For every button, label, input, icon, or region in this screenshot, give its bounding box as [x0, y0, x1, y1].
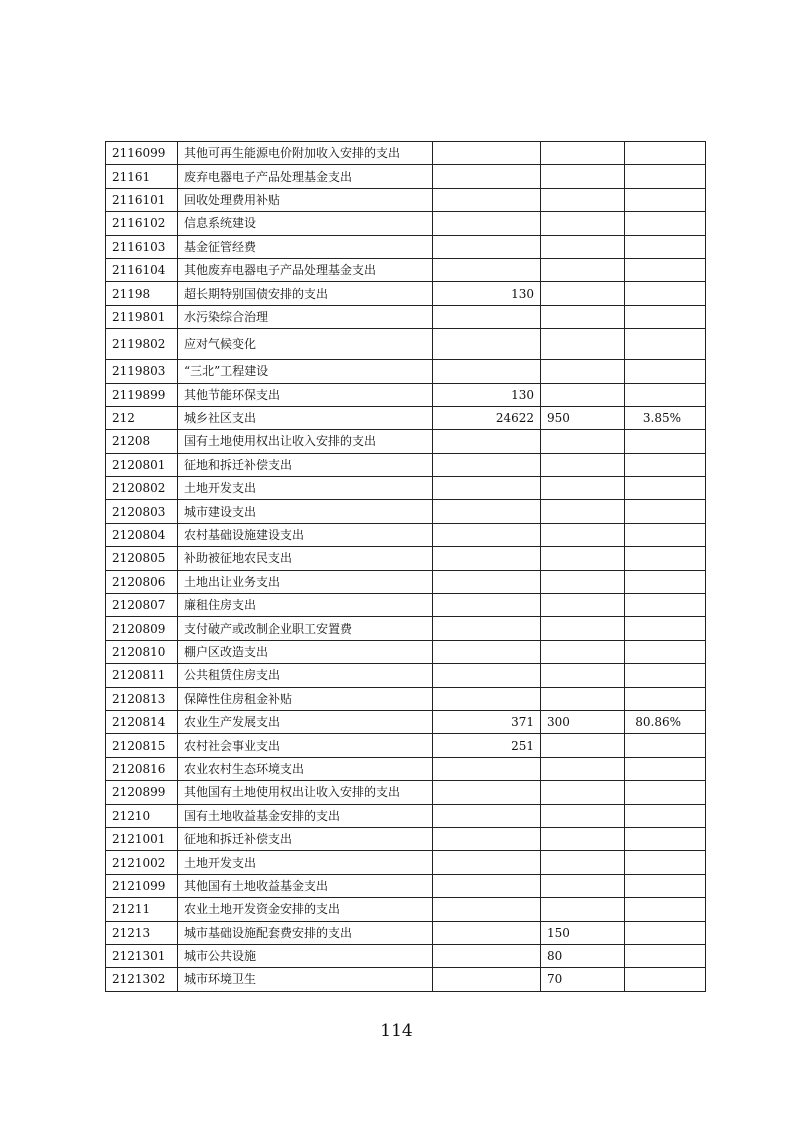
table-row — [106, 523, 706, 546]
completion-rate-cell — [625, 329, 706, 360]
subject-name-cell: 基金征管经费 — [178, 235, 433, 258]
executed-amount-cell — [541, 851, 625, 874]
executed-amount-cell — [541, 594, 625, 617]
subject-code-cell: 21198 — [106, 282, 178, 305]
completion-rate-cell — [625, 165, 706, 188]
table-row — [106, 804, 706, 827]
table-row — [106, 258, 706, 281]
subject-code-cell: 2120815 — [106, 734, 178, 757]
executed-amount-cell — [541, 757, 625, 780]
executed-amount-cell — [541, 360, 625, 383]
executed-amount-cell — [541, 282, 625, 305]
subject-code-cell: 21213 — [106, 921, 178, 944]
subject-code-cell: 2120814 — [106, 710, 178, 733]
executed-amount-cell — [541, 165, 625, 188]
budget-table — [105, 141, 706, 992]
budget-amount-cell — [433, 165, 541, 188]
executed-amount-cell — [541, 500, 625, 523]
subject-name-cell: 征地和拆迁补偿支出 — [178, 827, 433, 850]
subject-code-cell: 2121302 — [106, 968, 178, 991]
subject-code-cell: 21210 — [106, 804, 178, 827]
subject-code-cell: 2120899 — [106, 781, 178, 804]
subject-name-cell: 农村社会事业支出 — [178, 734, 433, 757]
table-row — [106, 305, 706, 328]
completion-rate-cell — [625, 781, 706, 804]
executed-amount-cell — [541, 212, 625, 235]
executed-amount-cell — [541, 687, 625, 710]
subject-name-cell: 农业土地开发资金安排的支出 — [178, 898, 433, 921]
subject-name-cell: 城市环境卫生 — [178, 968, 433, 991]
executed-amount-cell: 300 — [541, 710, 625, 733]
budget-amount-cell — [433, 757, 541, 780]
completion-rate-cell — [625, 851, 706, 874]
completion-rate-cell — [625, 235, 706, 258]
subject-code-cell: 2120807 — [106, 594, 178, 617]
subject-name-cell: 土地开发支出 — [178, 477, 433, 500]
executed-amount-cell: 80 — [541, 944, 625, 967]
completion-rate-cell — [625, 500, 706, 523]
table-row — [106, 430, 706, 453]
budget-amount-cell: 24622 — [433, 406, 541, 429]
executed-amount-cell — [541, 617, 625, 640]
subject-code-cell: 2121099 — [106, 874, 178, 897]
subject-name-cell: 水污染综合治理 — [178, 305, 433, 328]
subject-name-cell: 其他国有土地使用权出让收入安排的支出 — [178, 781, 433, 804]
executed-amount-cell — [541, 383, 625, 406]
table-row — [106, 212, 706, 235]
budget-amount-cell — [433, 640, 541, 663]
budget-amount-cell — [433, 664, 541, 687]
subject-name-cell: 农业生产发展支出 — [178, 710, 433, 733]
subject-code-cell: 2116102 — [106, 212, 178, 235]
budget-amount-cell — [433, 781, 541, 804]
budget-table-body — [106, 142, 706, 992]
subject-name-cell: 信息系统建设 — [178, 212, 433, 235]
budget-amount-cell — [433, 547, 541, 570]
subject-code-cell: 2120810 — [106, 640, 178, 663]
table-row — [106, 781, 706, 804]
executed-amount-cell — [541, 477, 625, 500]
executed-amount-cell — [541, 734, 625, 757]
subject-code-cell: 2120802 — [106, 477, 178, 500]
subject-name-cell: 支付破产或改制企业职工安置费 — [178, 617, 433, 640]
budget-amount-cell: 371 — [433, 710, 541, 733]
subject-code-cell: 2119802 — [106, 329, 178, 360]
budget-amount-cell — [433, 874, 541, 897]
subject-code-cell: 2121001 — [106, 827, 178, 850]
executed-amount-cell — [541, 235, 625, 258]
subject-name-cell: 农业农村生态环境支出 — [178, 757, 433, 780]
budget-amount-cell — [433, 305, 541, 328]
table-row — [106, 594, 706, 617]
subject-name-cell: 其他废弃电器电子产品处理基金支出 — [178, 258, 433, 281]
completion-rate-cell — [625, 944, 706, 967]
budget-amount-cell — [433, 212, 541, 235]
executed-amount-cell: 70 — [541, 968, 625, 991]
executed-amount-cell — [541, 188, 625, 211]
subject-name-cell: 补助被征地农民支出 — [178, 547, 433, 570]
executed-amount-cell — [541, 258, 625, 281]
executed-amount-cell — [541, 874, 625, 897]
subject-code-cell: 2119801 — [106, 305, 178, 328]
executed-amount-cell — [541, 804, 625, 827]
subject-code-cell: 2116101 — [106, 188, 178, 211]
completion-rate-cell — [625, 687, 706, 710]
subject-name-cell: 国有土地收益基金安排的支出 — [178, 804, 433, 827]
executed-amount-cell — [541, 523, 625, 546]
subject-name-cell: 城市建设支出 — [178, 500, 433, 523]
completion-rate-cell — [625, 212, 706, 235]
budget-amount-cell — [433, 921, 541, 944]
budget-amount-cell — [433, 453, 541, 476]
budget-amount-cell — [433, 329, 541, 360]
completion-rate-cell — [625, 360, 706, 383]
executed-amount-cell — [541, 142, 625, 165]
completion-rate-cell — [625, 142, 706, 165]
completion-rate-cell — [625, 804, 706, 827]
completion-rate-cell — [625, 827, 706, 850]
budget-amount-cell — [433, 594, 541, 617]
executed-amount-cell: 950 — [541, 406, 625, 429]
executed-amount-cell — [541, 827, 625, 850]
completion-rate-cell — [625, 258, 706, 281]
subject-code-cell: 2120813 — [106, 687, 178, 710]
subject-code-cell: 2120805 — [106, 547, 178, 570]
table-row — [106, 235, 706, 258]
completion-rate-cell — [625, 188, 706, 211]
budget-amount-cell — [433, 360, 541, 383]
subject-code-cell: 2120809 — [106, 617, 178, 640]
table-row — [106, 617, 706, 640]
completion-rate-cell — [625, 617, 706, 640]
budget-amount-cell — [433, 188, 541, 211]
executed-amount-cell — [541, 329, 625, 360]
table-row — [106, 921, 706, 944]
completion-rate-cell — [625, 968, 706, 991]
subject-name-cell: 公共租赁住房支出 — [178, 664, 433, 687]
completion-rate-cell — [625, 383, 706, 406]
budget-amount-cell: 130 — [433, 282, 541, 305]
subject-code-cell: 2121301 — [106, 944, 178, 967]
subject-name-cell: 棚户区改造支出 — [178, 640, 433, 663]
executed-amount-cell — [541, 570, 625, 593]
table-row — [106, 383, 706, 406]
budget-amount-cell — [433, 500, 541, 523]
subject-name-cell: 回收处理费用补贴 — [178, 188, 433, 211]
subject-name-cell: 征地和拆迁补偿支出 — [178, 453, 433, 476]
table-row — [106, 142, 706, 165]
budget-amount-cell — [433, 898, 541, 921]
table-row — [106, 827, 706, 850]
budget-amount-cell — [433, 142, 541, 165]
executed-amount-cell: 150 — [541, 921, 625, 944]
subject-name-cell: 废弃电器电子产品处理基金支出 — [178, 165, 433, 188]
budget-amount-cell — [433, 430, 541, 453]
table-row — [106, 851, 706, 874]
table-row — [106, 329, 706, 360]
completion-rate-cell — [625, 547, 706, 570]
executed-amount-cell — [541, 305, 625, 328]
completion-rate-cell — [625, 874, 706, 897]
table-row — [106, 453, 706, 476]
subject-code-cell: 2120806 — [106, 570, 178, 593]
page-number: 114 — [380, 1021, 413, 1041]
executed-amount-cell — [541, 547, 625, 570]
subject-name-cell: 土地出让业务支出 — [178, 570, 433, 593]
budget-amount-cell — [433, 523, 541, 546]
subject-name-cell: 应对气候变化 — [178, 329, 433, 360]
budget-amount-cell: 251 — [433, 734, 541, 757]
table-row — [106, 898, 706, 921]
table-row — [106, 188, 706, 211]
budget-amount-cell — [433, 570, 541, 593]
table-row — [106, 734, 706, 757]
table-row — [106, 282, 706, 305]
subject-name-cell: 城乡社区支出 — [178, 406, 433, 429]
budget-amount-cell — [433, 617, 541, 640]
budget-amount-cell — [433, 258, 541, 281]
executed-amount-cell — [541, 640, 625, 663]
subject-name-cell: 国有土地使用权出让收入安排的支出 — [178, 430, 433, 453]
subject-code-cell: 2116103 — [106, 235, 178, 258]
subject-name-cell: 土地开发支出 — [178, 851, 433, 874]
table-row — [106, 664, 706, 687]
budget-amount-cell — [433, 804, 541, 827]
table-row — [106, 968, 706, 991]
completion-rate-cell: 3.85% — [625, 406, 706, 429]
table-row — [106, 547, 706, 570]
completion-rate-cell — [625, 430, 706, 453]
table-row — [106, 710, 706, 733]
subject-code-cell: 2120801 — [106, 453, 178, 476]
subject-code-cell: 2120816 — [106, 757, 178, 780]
budget-table-container — [105, 141, 706, 992]
subject-name-cell: 廉租住房支出 — [178, 594, 433, 617]
budget-amount-cell — [433, 851, 541, 874]
table-row — [106, 477, 706, 500]
table-row — [106, 944, 706, 967]
budget-amount-cell — [433, 968, 541, 991]
executed-amount-cell — [541, 781, 625, 804]
budget-amount-cell — [433, 235, 541, 258]
table-row — [106, 570, 706, 593]
budget-amount-cell — [433, 477, 541, 500]
table-row — [106, 687, 706, 710]
subject-code-cell: 21211 — [106, 898, 178, 921]
subject-code-cell: 2119803 — [106, 360, 178, 383]
subject-name-cell: 城市公共设施 — [178, 944, 433, 967]
completion-rate-cell — [625, 921, 706, 944]
subject-code-cell: 2121002 — [106, 851, 178, 874]
table-row — [106, 165, 706, 188]
completion-rate-cell — [625, 453, 706, 476]
subject-code-cell: 2119899 — [106, 383, 178, 406]
executed-amount-cell — [541, 664, 625, 687]
completion-rate-cell — [625, 898, 706, 921]
subject-name-cell: 其他节能环保支出 — [178, 383, 433, 406]
subject-code-cell: 2116099 — [106, 142, 178, 165]
subject-name-cell: 农村基础设施建设支出 — [178, 523, 433, 546]
table-row — [106, 360, 706, 383]
budget-amount-cell — [433, 944, 541, 967]
completion-rate-cell — [625, 523, 706, 546]
subject-name-cell: 城市基础设施配套费安排的支出 — [178, 921, 433, 944]
subject-name-cell: 其他可再生能源电价附加收入安排的支出 — [178, 142, 433, 165]
table-row — [106, 500, 706, 523]
subject-code-cell: 2120811 — [106, 664, 178, 687]
subject-code-cell: 2120804 — [106, 523, 178, 546]
subject-name-cell: 保障性住房租金补贴 — [178, 687, 433, 710]
completion-rate-cell — [625, 305, 706, 328]
completion-rate-cell — [625, 664, 706, 687]
budget-amount-cell — [433, 827, 541, 850]
subject-code-cell: 21161 — [106, 165, 178, 188]
executed-amount-cell — [541, 453, 625, 476]
subject-name-cell: 超长期特别国债安排的支出 — [178, 282, 433, 305]
table-row — [106, 406, 706, 429]
completion-rate-cell — [625, 640, 706, 663]
table-row — [106, 757, 706, 780]
subject-code-cell: 2120803 — [106, 500, 178, 523]
completion-rate-cell — [625, 734, 706, 757]
subject-code-cell: 2116104 — [106, 258, 178, 281]
completion-rate-cell: 80.86% — [625, 710, 706, 733]
table-row — [106, 874, 706, 897]
subject-code-cell: 21208 — [106, 430, 178, 453]
completion-rate-cell — [625, 282, 706, 305]
subject-code-cell: 212 — [106, 406, 178, 429]
budget-amount-cell — [433, 687, 541, 710]
subject-name-cell: “三北”工程建设 — [178, 360, 433, 383]
completion-rate-cell — [625, 477, 706, 500]
completion-rate-cell — [625, 570, 706, 593]
executed-amount-cell — [541, 898, 625, 921]
completion-rate-cell — [625, 594, 706, 617]
executed-amount-cell — [541, 430, 625, 453]
table-row — [106, 640, 706, 663]
subject-name-cell: 其他国有土地收益基金支出 — [178, 874, 433, 897]
budget-amount-cell: 130 — [433, 383, 541, 406]
completion-rate-cell — [625, 757, 706, 780]
